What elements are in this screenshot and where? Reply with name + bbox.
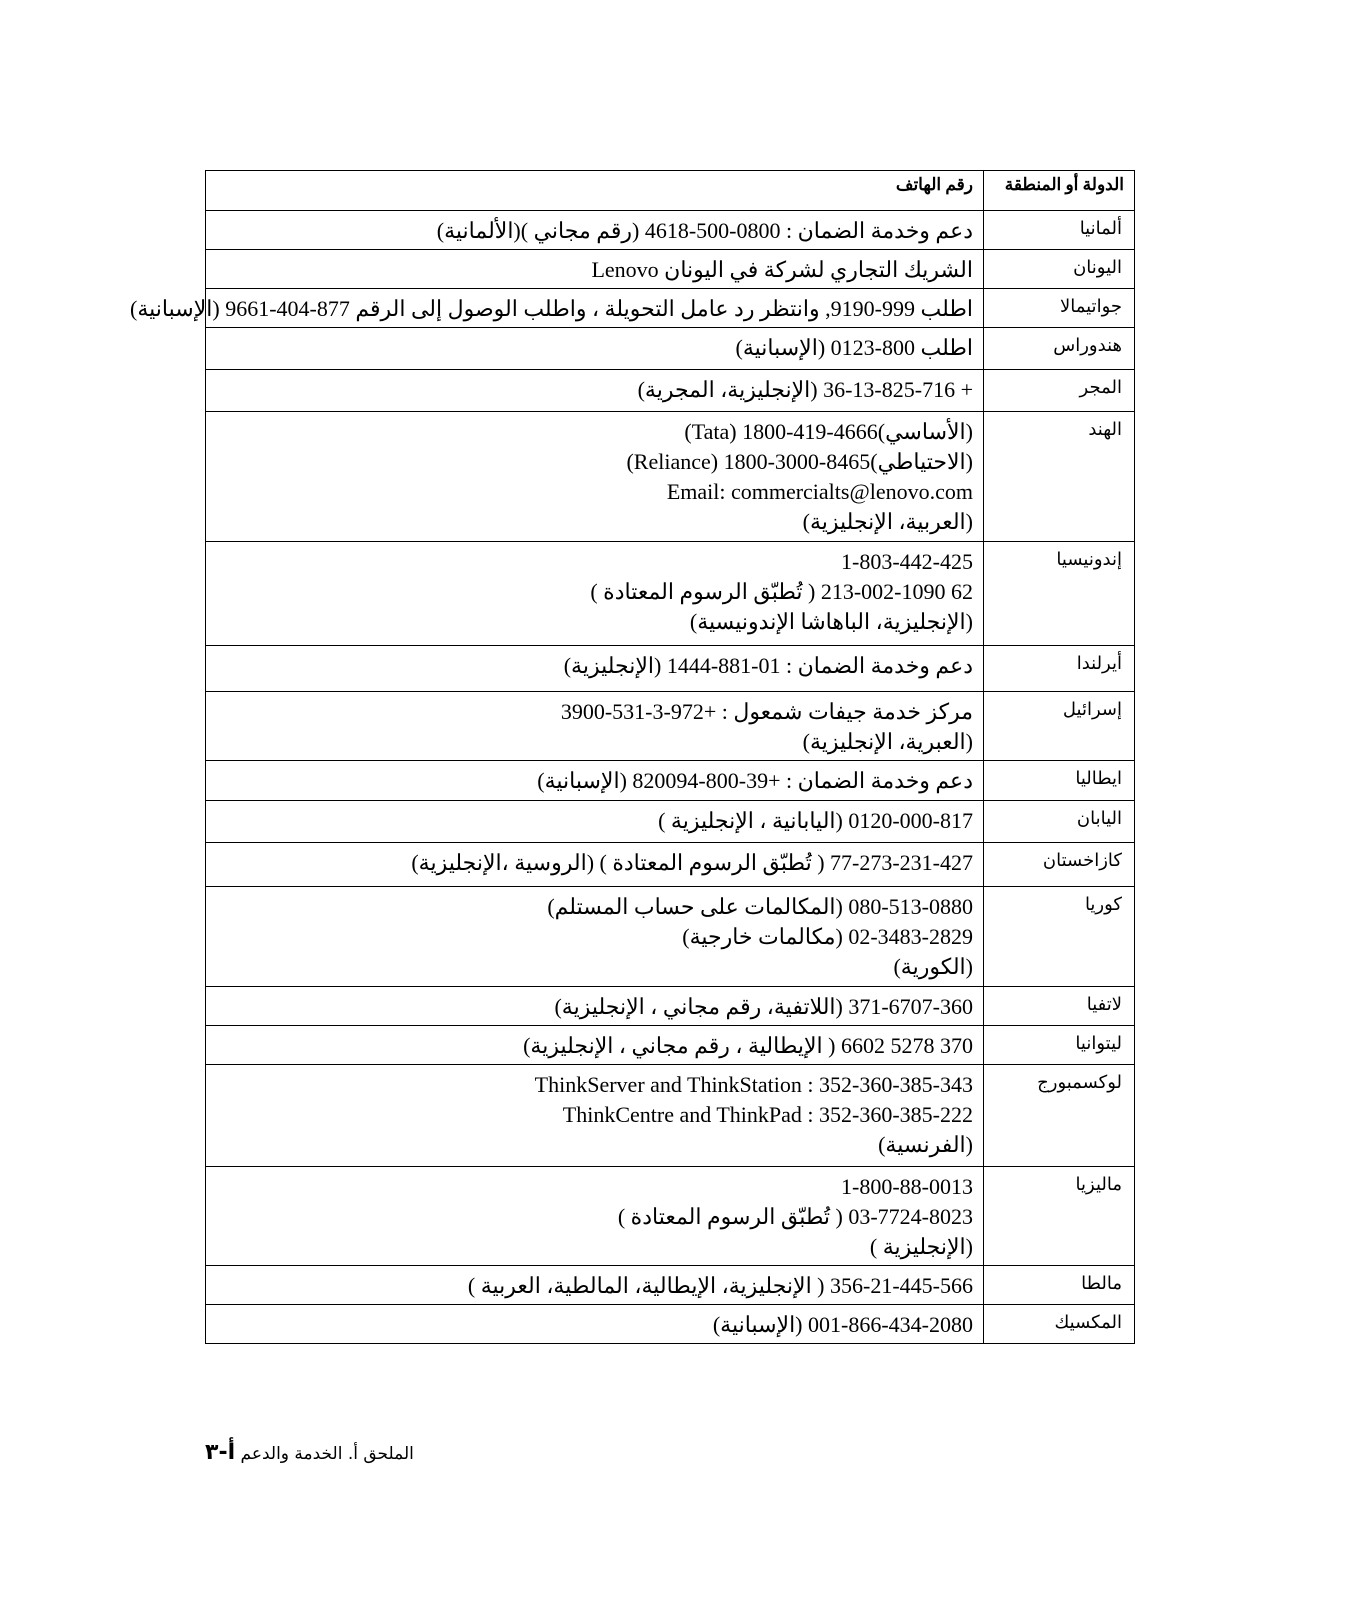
table-row <box>206 250 1135 289</box>
phone-line: ThinkCentre and ThinkPad : 352-360-385-222 <box>562 1102 973 1127</box>
table-row <box>206 843 1135 887</box>
country-cell: المجر <box>984 370 1135 412</box>
phone-cell <box>206 1167 984 1266</box>
country-cell: ايطاليا <box>984 761 1135 801</box>
phone-cell <box>206 761 984 801</box>
table-row <box>206 211 1135 250</box>
phone-line: 080-513-0880 (المكالمات على حساب المستلم) <box>547 894 973 919</box>
country-cell: الهند <box>984 412 1135 542</box>
country-cell: إندونيسيا <box>984 542 1135 646</box>
phone-line: 03-7724-8023 ( تُطبّق الرسوم المعتادة ) <box>617 1204 973 1229</box>
phone-cell <box>206 211 984 250</box>
phone-cell <box>206 1305 984 1344</box>
phone-line: (الكورية) <box>893 954 973 979</box>
table-row <box>206 328 1135 370</box>
phone-line: + 36-13-825-716 (الإنجليزية، المجرية) <box>637 377 973 402</box>
phone-line: دعم وخدمة الضمان : 0800-500-4618 (رقم مجاني )(الألمانية) <box>436 218 973 243</box>
phone-cell <box>206 328 984 370</box>
table-row <box>206 542 1135 646</box>
header-country: الدولة أو المنطقة <box>984 171 1135 211</box>
country-cell: جواتيمالا <box>984 289 1135 328</box>
phone-cell <box>206 646 984 692</box>
footer-text: الملحق أ. الخدمة والدعم <box>240 1444 414 1464</box>
country-cell: إسرائيل <box>984 692 1135 761</box>
phone-line: اطلب 999-9190, وانتظر رد عامل التحويلة ، واطلب الوصول إلى الرقم 877-404-9661 (الإسبانية) <box>130 296 973 321</box>
country-cell: هندوراس <box>984 328 1135 370</box>
phone-cell <box>206 542 984 646</box>
phone-line: (الإنجليزية، الباهاشا الإندونيسية) <box>689 609 973 634</box>
phone-line: اطلب 800-0123 (الإسبانية) <box>735 335 973 360</box>
phone-line: دعم وخدمة الضمان : +39-800-820094 (الإسبانية) <box>537 768 973 793</box>
phone-line: 77-273-231-427 ( تُطبّق الرسوم المعتادة ) (الروسية ،الإنجليزية) <box>411 850 973 875</box>
phone-cell <box>206 370 984 412</box>
table-row <box>206 692 1135 761</box>
country-cell: اليونان <box>984 250 1135 289</box>
phone-line: 356-21-445-566 ( الإنجليزية، الإيطالية، المالطية، العربية ) <box>467 1273 973 1298</box>
country-cell: كازاخستان <box>984 843 1135 887</box>
phone-line: (الفرنسية) <box>878 1132 973 1157</box>
country-cell: ليتوانيا <box>984 1026 1135 1065</box>
phone-line: Email: commercialts@lenovo.com <box>666 479 973 504</box>
header-phone: رقم الهاتف <box>206 171 984 211</box>
country-cell: اليابان <box>984 801 1135 843</box>
table-row <box>206 370 1135 412</box>
phone-line: 02-3483-2829 (مكالمات خارجية) <box>682 924 973 949</box>
phone-line: (العربية، الإنجليزية) <box>802 509 973 534</box>
table-row <box>206 646 1135 692</box>
phone-line: 0120-000-817 (اليابانية ، الإنجليزية ) <box>658 808 973 833</box>
phone-cell <box>206 1026 984 1065</box>
phone-cell <box>206 1065 984 1167</box>
table-row <box>206 1266 1135 1305</box>
phone-cell <box>206 692 984 761</box>
phone-cell <box>206 250 984 289</box>
table-row <box>206 987 1135 1026</box>
phone-cell <box>206 887 984 987</box>
phone-line: 370 5278 6602 ( الإيطالية ، رقم مجاني ، الإنجليزية) <box>523 1033 973 1058</box>
phone-cell <box>206 412 984 542</box>
phone-line: (الإنجليزية ) <box>869 1234 973 1259</box>
phone-line: 62 213-002-1090 ( تُطبّق الرسوم المعتادة ) <box>590 579 973 604</box>
phone-line: دعم وخدمة الضمان : 01-881-1444 (الإنجليزية) <box>563 653 973 678</box>
phone-cell <box>130 289 984 328</box>
phone-line: 1-800-88-0013 <box>841 1174 973 1199</box>
phone-cell <box>206 987 984 1026</box>
phone-cell <box>206 843 984 887</box>
phone-cell <box>206 1266 984 1305</box>
table-row <box>206 289 1135 328</box>
country-cell: لوكسمبورج <box>984 1065 1135 1167</box>
phone-line: 371-6707-360 (اللاتفية، رقم مجاني ، الإنجليزية) <box>554 994 973 1019</box>
table-row <box>206 1065 1135 1167</box>
phone-line: (Tata) 1800-419-4666(الأساسي) <box>684 419 973 444</box>
country-cell: ألمانيا <box>984 211 1135 250</box>
table-row <box>206 887 1135 987</box>
country-cell: كوريا <box>984 887 1135 987</box>
phone-line: (Reliance) 1800-3000-8465(الاحتياطي) <box>626 449 973 474</box>
table-row <box>206 412 1135 542</box>
page-footer <box>205 1440 414 1465</box>
table-row <box>206 1026 1135 1065</box>
phone-support-table <box>130 170 1135 1344</box>
table-header-row <box>206 171 1135 211</box>
phone-line: (العبرية، الإنجليزية) <box>802 729 973 754</box>
country-cell: ماليزيا <box>984 1167 1135 1266</box>
table-row <box>206 761 1135 801</box>
phone-line: 001-866-434-2080 (الإسبانية) <box>712 1312 973 1337</box>
phone-cell <box>206 801 984 843</box>
phone-line: مركز خدمة جيفات شمعول : +972-3-531-3900 <box>560 699 973 724</box>
phone-line: ThinkServer and ThinkStation : 352-360-385-343 <box>534 1072 973 1097</box>
page-number: أ-٣ <box>205 1440 236 1465</box>
country-cell: المكسيك <box>984 1305 1135 1344</box>
country-cell: أيرلندا <box>984 646 1135 692</box>
table-row <box>206 1167 1135 1266</box>
country-cell: مالطا <box>984 1266 1135 1305</box>
country-cell: لاتفيا <box>984 987 1135 1026</box>
phone-line: الشريك التجاري لشركة في اليونان Lenovo <box>591 257 973 282</box>
table-row <box>206 801 1135 843</box>
phone-line: 1-803-442-425 <box>841 549 973 574</box>
table-body <box>130 211 1135 1344</box>
table-row <box>206 1305 1135 1344</box>
